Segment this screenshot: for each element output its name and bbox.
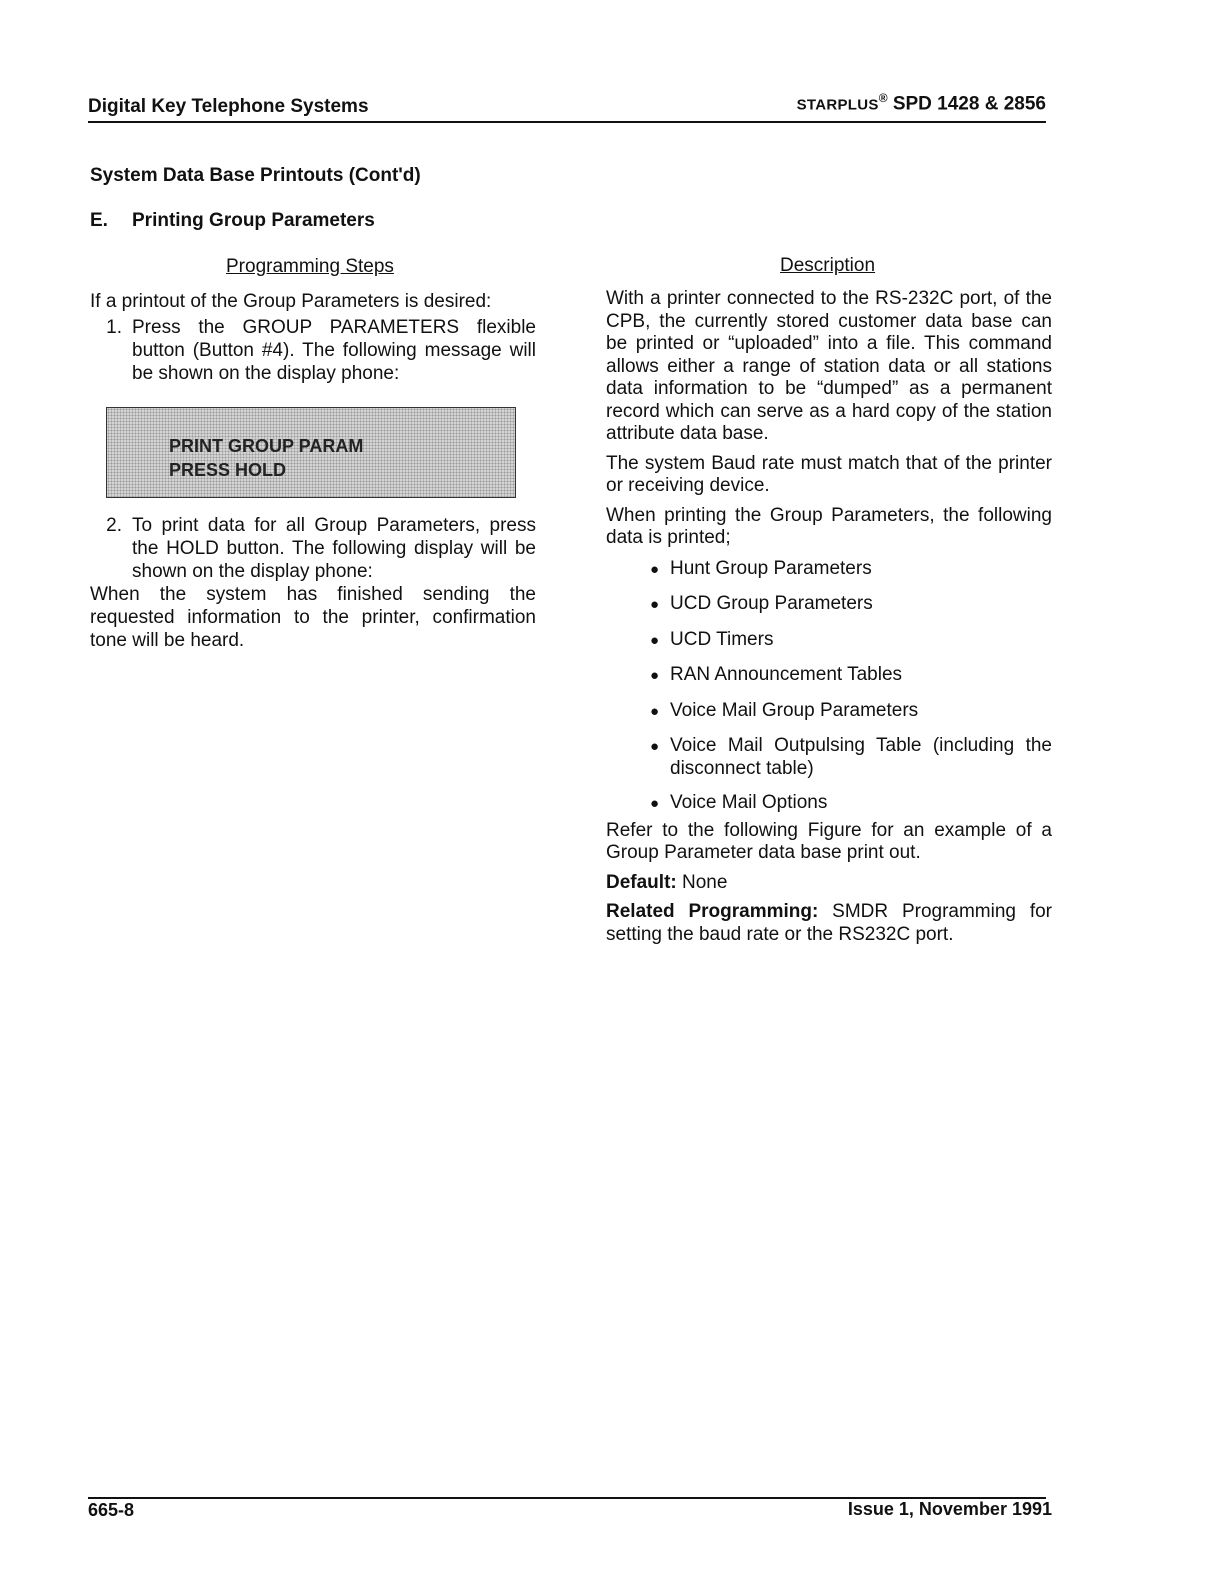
step-number: 2. <box>106 515 122 536</box>
closing-text: When the system has finished sending the requested information to the printer, confirmation tone will be heard. <box>90 584 536 651</box>
related-label: Related Programming: <box>606 901 819 922</box>
default-value: None <box>676 871 728 893</box>
bullet-icon: ● <box>650 560 660 578</box>
list-item: ● UCD Timers <box>606 629 1052 653</box>
phone-display-box <box>106 407 516 498</box>
page-number: 665-8 <box>88 1500 135 1520</box>
bullet-icon: ● <box>650 667 660 684</box>
step-text: Press the GROUP PARAMETERS flexible button (Button #4). The following message will be shown on the display phone: <box>132 317 536 384</box>
display-line-2: PRESS HOLD <box>169 460 287 480</box>
step-2 <box>90 514 536 583</box>
section-title: System Data Base Printouts (Cont'd) <box>90 165 421 186</box>
step-number: 1. <box>106 317 122 338</box>
description-para-3: When printing the Group Parameters, the following data is printed; <box>606 504 1052 548</box>
step-1 <box>90 316 536 385</box>
subsection-text: Printing Group Parameters <box>132 210 375 231</box>
bullet-icon: ● <box>650 738 660 755</box>
list-item: ● Voice Mail Outpulsing Table (including the disconnect table) <box>650 735 1052 779</box>
default-label: Default: <box>606 871 677 893</box>
list-item: ● Hunt Group Parameters <box>606 558 1052 582</box>
running-header-right <box>797 91 1046 115</box>
programming-steps-heading: Programming Steps <box>226 256 394 277</box>
description-heading: Description <box>780 255 876 276</box>
step-text: To print data for all Group Parameters, press the HOLD button. The following display will be shown on the display phone: <box>132 515 536 582</box>
description-para-4: Refer to the following Figure for an example of a Group Parameter data base print out. <box>606 819 1052 863</box>
brand-name: STARPLUS <box>796 96 879 114</box>
issue-date: Issue 1, November 1991 <box>847 1499 1052 1519</box>
bullet-icon: ● <box>650 702 660 720</box>
model-name: SPD 1428 & 2856 <box>887 93 1046 115</box>
list-item: ● RAN Announcement Tables <box>606 664 1052 688</box>
printed-data-list <box>606 558 1052 816</box>
registered-mark: ® <box>878 91 888 105</box>
description-column <box>606 288 1052 953</box>
subsection-letter: E. <box>90 210 108 231</box>
description-para-1: With a printer connected to the RS-232C port, of the CPB, the currently stored customer data base can be printed or “uploaded” into a file. This command allows either a range of station data or all stations data information to be “dumped” as a permanent record which can serve as a hard copy of the station attribute data base. <box>606 288 1052 444</box>
related-value: SMDR Programming for setting the baud rate or the RS232C port. <box>606 901 1052 945</box>
list-item: ● Voice Mail Options <box>606 792 1052 816</box>
programming-steps-column <box>90 290 536 659</box>
related-programming-line <box>606 901 1052 946</box>
list-item: ● UCD Group Parameters <box>606 593 1052 617</box>
display-line-1: PRINT GROUP PARAM <box>169 436 364 456</box>
default-line <box>606 872 1052 895</box>
header-rule <box>88 121 1046 123</box>
list-item: ● Voice Mail Group Parameters <box>606 700 1052 724</box>
subsection-title <box>90 210 375 232</box>
bullet-icon: ● <box>650 596 660 613</box>
bullet-icon: ● <box>650 631 660 649</box>
running-header-left: Digital Key Telephone Systems <box>88 96 369 117</box>
description-para-2: The system Baud rate must match that of the printer or receiving device. <box>606 452 1052 496</box>
intro-text: If a printout of the Group Parameters is desired: <box>90 291 492 312</box>
bullet-icon: ● <box>650 795 660 812</box>
